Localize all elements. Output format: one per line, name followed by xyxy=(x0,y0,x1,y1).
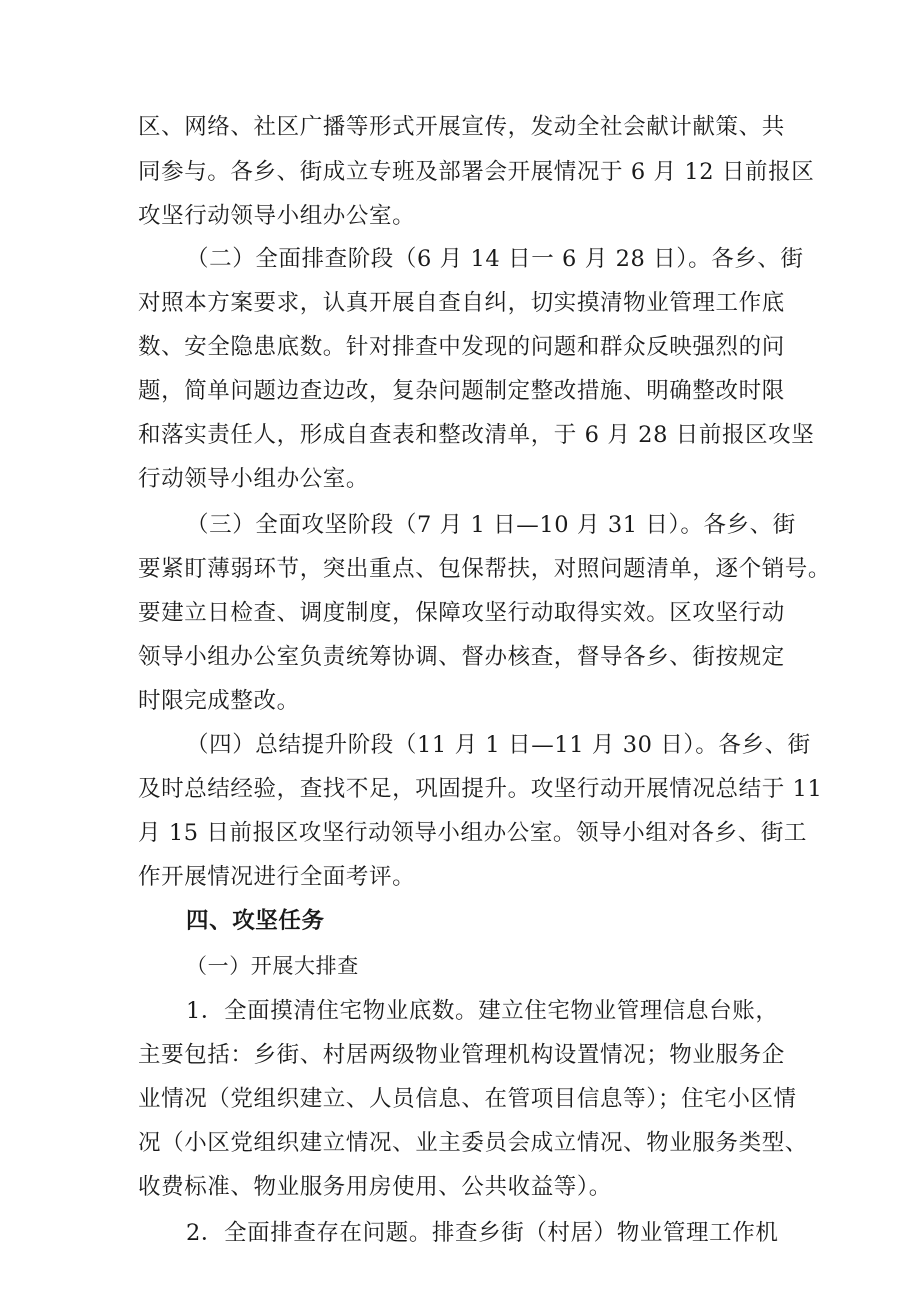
text-line: 区、网络、社区广播等形式开展宣传，发动全社会献计献策、共 xyxy=(138,114,785,140)
text-line: 况（小区党组织建立情况、业主委员会成立情况、物业服务类型、 xyxy=(138,1130,808,1156)
section-paragraph-start: （四）总结提升阶段（11 月 1 日—11 月 30 日）。各乡、街 xyxy=(186,732,811,758)
text-line: 数、安全隐患底数。针对排查中发现的问题和群众反映强烈的问 xyxy=(138,334,785,360)
text-line: 行动领导小组办公室。 xyxy=(138,466,370,492)
section-paragraph-start: （三）全面攻坚阶段（7 月 1 日—10 月 31 日）。各乡、街 xyxy=(186,512,796,538)
text-line: 同参与。各乡、街成立专班及部署会开展情况于 6 月 12 日前报区 xyxy=(138,159,815,185)
text-line: 月 15 日前报区攻坚行动领导小组办公室。领导小组对各乡、街工 xyxy=(138,820,808,846)
text-line: 主要包括：乡街、村居两级物业管理机构设置情况；物业服务企 xyxy=(138,1042,785,1068)
text-line: 要建立日检查、调度制度，保障攻坚行动取得实效。区攻坚行动 xyxy=(138,600,785,626)
text-line: 和落实责任人，形成自查表和整改清单，于 6 月 28 日前报区攻坚 xyxy=(138,422,815,448)
section-paragraph-start: （二）全面排查阶段（6 月 14 日一 6 月 28 日）。各乡、街 xyxy=(186,246,804,272)
text-line: 对照本方案要求，认真开展自查自纠，切实摸清物业管理工作底 xyxy=(138,290,785,316)
text-line: 时限完成整改。 xyxy=(138,688,300,714)
item-paragraph-start: 2．全面排查存在问题。排查乡街（村居）物业管理工作机 xyxy=(186,1220,779,1246)
text-line: 要紧盯薄弱环节，突出重点、包保帮扶，对照问题清单，逐个销号。 xyxy=(138,556,832,582)
text-line: 作开展情况进行全面考评。 xyxy=(138,864,416,890)
section-heading: 四、攻坚任务 xyxy=(186,908,325,934)
subsection-heading: （一）开展大排查 xyxy=(186,954,359,978)
text-line: 业情况（党组织建立、人员信息、在管项目信息等）；住宅小区情 xyxy=(138,1086,797,1112)
text-line: 领导小组办公室负责统筹协调、督办核查，督导各乡、街按规定 xyxy=(138,644,785,670)
text-line: 题，简单问题边查边改，复杂问题制定整改措施、明确整改时限 xyxy=(138,378,785,404)
text-line: 攻坚行动领导小组办公室。 xyxy=(138,203,416,229)
item-paragraph-start: 1．全面摸清住宅物业底数。建立住宅物业管理信息台账， xyxy=(186,998,779,1024)
text-line: 收费标准、物业服务用房使用、公共收益等）。 xyxy=(138,1174,612,1200)
text-line: 及时总结经验，查找不足，巩固提升。攻坚行动开展情况总结于 11 xyxy=(138,776,823,802)
